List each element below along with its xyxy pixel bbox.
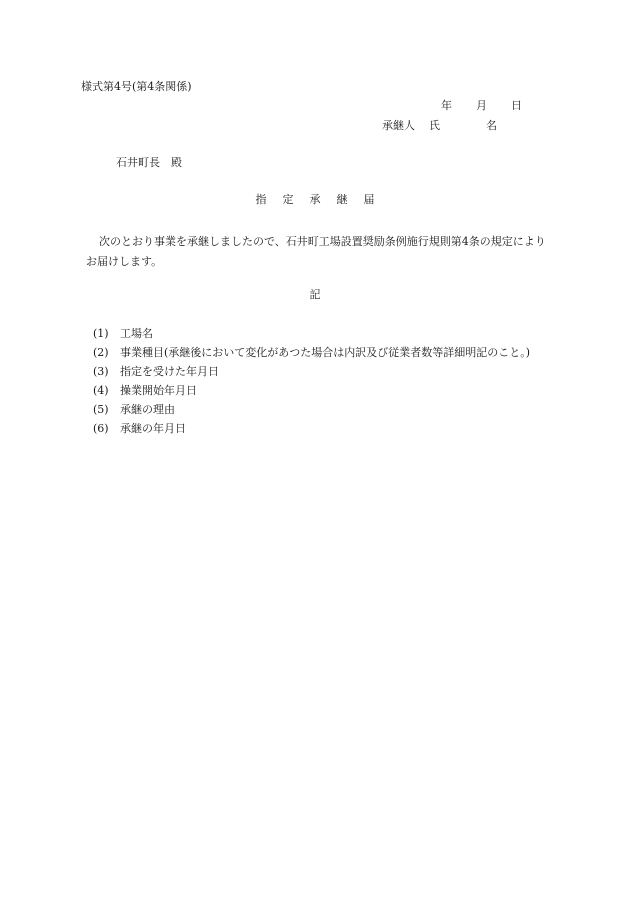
addressee-honorific: 殿 xyxy=(171,156,182,169)
successor-role: 承継人 xyxy=(382,119,415,132)
addressee-name: 石井町長 xyxy=(116,156,160,169)
date-line xyxy=(441,100,522,111)
title-char: 指 xyxy=(255,193,267,206)
document-title xyxy=(0,194,630,205)
item-number: (2) xyxy=(93,346,109,359)
list-item xyxy=(93,400,563,419)
item-number: (4) xyxy=(93,384,109,397)
list-item xyxy=(93,362,563,381)
ki-label: 記 xyxy=(309,288,321,301)
list-item xyxy=(93,324,563,343)
body-paragraph: 次のとおり事業を承継しましたので、石井町工場設置奨励条例施行規則第4条の規定によりお届けします。 xyxy=(86,235,546,268)
title-char: 定 xyxy=(282,193,294,206)
item-number: (5) xyxy=(93,403,109,416)
item-list xyxy=(93,324,563,438)
list-item xyxy=(93,343,563,362)
title-char: 届 xyxy=(363,193,375,206)
successor-name-label-2: 名 xyxy=(486,119,497,132)
date-month-label: 月 xyxy=(476,99,487,112)
addressee xyxy=(116,157,182,168)
successor-line xyxy=(382,120,497,131)
item-number: (6) xyxy=(93,422,109,435)
item-text: 操業開始年月日 xyxy=(120,384,197,397)
successor-name-label-1: 氏 xyxy=(429,119,440,132)
title-char: 承 xyxy=(309,193,321,206)
title-char: 継 xyxy=(336,193,348,206)
item-number: (1) xyxy=(93,327,109,340)
item-text: 承継の理由 xyxy=(120,403,175,416)
list-item xyxy=(93,419,563,438)
item-text: 指定を受けた年月日 xyxy=(120,365,219,378)
item-number: (3) xyxy=(93,365,109,378)
list-item xyxy=(93,381,563,400)
item-text: 事業種目(承継後において変化があつた場合は内訳及び従業者数等詳細明記のこと。) xyxy=(120,346,531,359)
item-text: 工場名 xyxy=(120,327,153,340)
form-number: 様式第4号(第4条関係) xyxy=(81,80,192,93)
date-day-label: 日 xyxy=(511,99,522,112)
date-year-label: 年 xyxy=(441,99,452,112)
item-text: 承継の年月日 xyxy=(120,422,186,435)
